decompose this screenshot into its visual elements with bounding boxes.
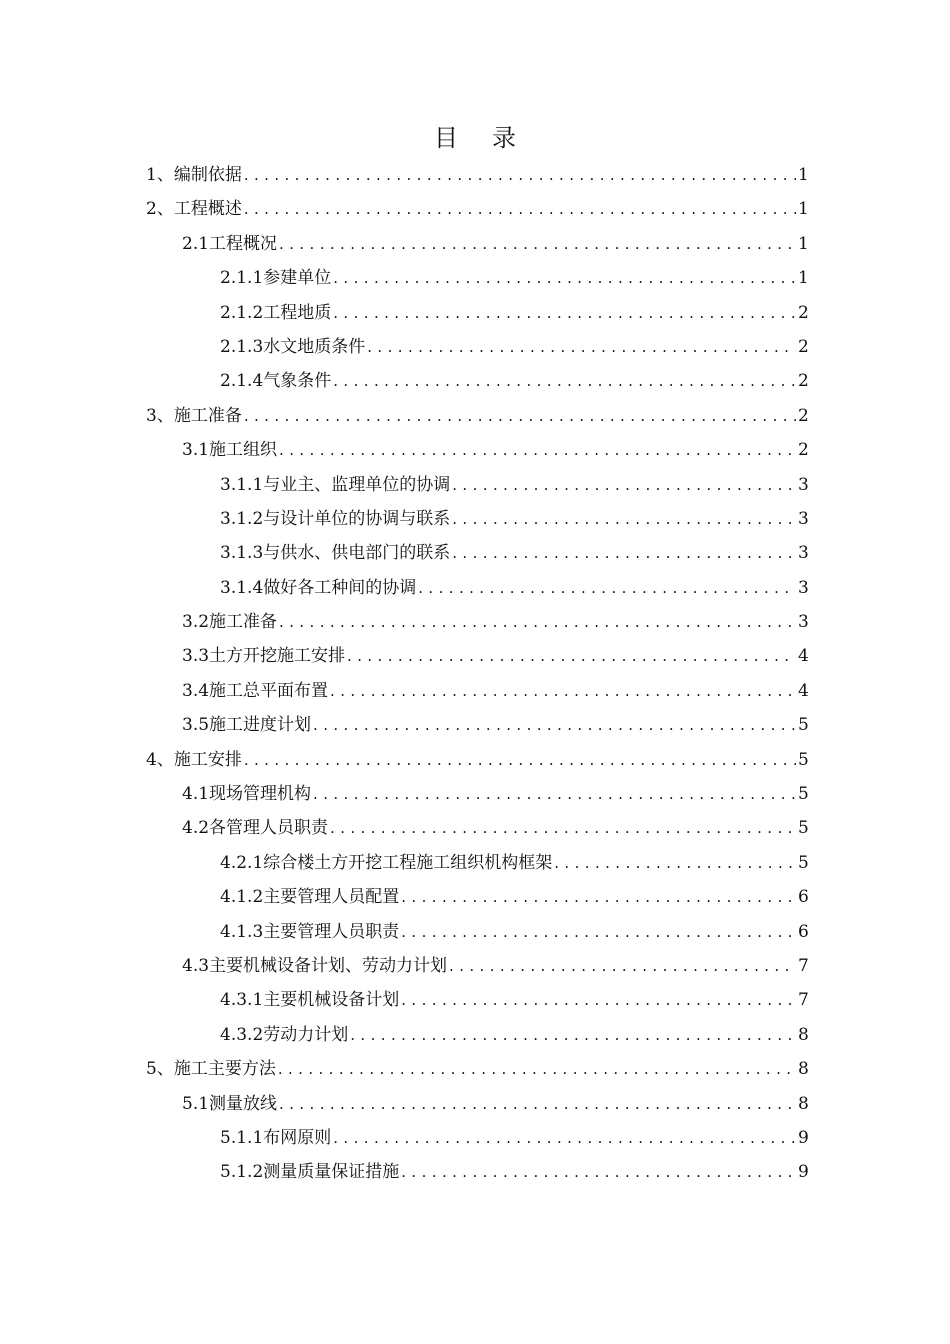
toc-entry-page: 2 — [798, 371, 809, 392]
toc-entry[interactable] — [146, 811, 808, 845]
toc-entry[interactable] — [146, 330, 808, 364]
toc-entry-page: 7 — [798, 990, 809, 1011]
toc-entry-label: 2.1工程概况 — [182, 233, 278, 254]
toc-entry-page: 3 — [798, 543, 809, 564]
toc-entry-label: 5、施工主要方法 — [146, 1059, 276, 1080]
toc-entry-page: 5 — [798, 715, 809, 736]
toc-entry-page: 1 — [798, 199, 809, 220]
toc-entry[interactable] — [146, 880, 808, 914]
toc-entry[interactable] — [146, 158, 808, 192]
toc-entry-page: 1 — [798, 268, 809, 289]
toc-entry-label: 2.1.3水文地质条件 — [220, 336, 366, 357]
toc-entry-page: 5 — [798, 852, 809, 873]
toc-entry-label: 3.1.4做好各工种间的协调 — [220, 577, 417, 598]
toc-entry[interactable] — [146, 605, 808, 639]
toc-entry-label: 2.1.1参建单位 — [220, 268, 332, 289]
toc-entry-page: 9 — [798, 1162, 809, 1183]
dot-leader — [244, 192, 796, 226]
toc-entry[interactable] — [146, 743, 808, 777]
toc-entry-page: 4 — [798, 680, 809, 701]
toc-entry[interactable] — [146, 399, 808, 433]
dot-leader — [367, 330, 796, 364]
toc-title-char-2: 录 — [492, 124, 516, 152]
toc-entry-label: 3、施工准备 — [146, 405, 242, 426]
toc-entry[interactable] — [146, 915, 808, 949]
toc-entry[interactable] — [146, 364, 808, 398]
toc-entry-label: 3.1.3与供水、供电部门的联系 — [220, 543, 451, 564]
toc-entry-page: 3 — [798, 577, 809, 598]
toc-entry-page: 8 — [798, 1024, 809, 1045]
toc-entry[interactable] — [146, 1155, 808, 1189]
dot-leader — [333, 261, 796, 295]
toc-entry-page: 8 — [798, 1093, 809, 1114]
dot-leader — [279, 1087, 796, 1121]
toc-entry[interactable] — [146, 468, 808, 502]
toc-entry[interactable] — [146, 708, 808, 742]
toc-entry-label: 3.1.2与设计单位的协调与联系 — [220, 508, 451, 529]
toc-entry[interactable] — [146, 261, 808, 295]
toc-entry-page: 2 — [798, 405, 809, 426]
dot-leader — [279, 433, 796, 467]
dot-leader — [401, 983, 796, 1017]
toc-entry-label: 4.2.1综合楼土方开挖工程施工组织机构框架 — [220, 852, 553, 873]
toc-entry-label: 4.1.2主要管理人员配置 — [220, 887, 400, 908]
toc-entry-label: 4.3.1主要机械设备计划 — [220, 990, 400, 1011]
dot-leader — [313, 777, 796, 811]
toc-entry[interactable] — [146, 1018, 808, 1052]
toc-entry[interactable] — [146, 639, 808, 673]
toc-entry-label: 3.1施工组织 — [182, 440, 278, 461]
toc-entry-page: 6 — [798, 887, 809, 908]
toc-entry-page: 2 — [798, 302, 809, 323]
toc-entry[interactable] — [146, 674, 808, 708]
toc-entry-label: 3.4施工总平面布置 — [182, 680, 329, 701]
dot-leader — [279, 227, 796, 261]
toc-entry-page: 5 — [798, 749, 809, 770]
table-of-contents — [146, 158, 808, 1190]
toc-entry[interactable] — [146, 846, 808, 880]
toc-title — [0, 118, 950, 158]
toc-entry-page: 5 — [798, 818, 809, 839]
toc-entry-label: 3.3土方开挖施工安排 — [182, 646, 346, 667]
toc-entry-page: 7 — [798, 955, 809, 976]
toc-entry[interactable] — [146, 502, 808, 536]
toc-entry-label: 3.2施工准备 — [182, 612, 278, 633]
dot-leader — [279, 605, 796, 639]
dot-leader — [554, 846, 796, 880]
toc-entry-page: 1 — [798, 165, 809, 185]
toc-entry[interactable] — [146, 1052, 808, 1086]
dot-leader — [330, 811, 796, 845]
dot-leader — [350, 1018, 796, 1052]
dot-leader — [244, 399, 796, 433]
toc-entry-label: 4.3主要机械设备计划、劳动力计划 — [182, 955, 448, 976]
toc-entry-label: 5.1测量放线 — [182, 1093, 278, 1114]
toc-entry[interactable] — [146, 983, 808, 1017]
toc-entry-label: 4.1现场管理机构 — [182, 784, 312, 805]
dot-leader — [418, 571, 796, 605]
toc-entry-page: 9 — [798, 1127, 809, 1148]
toc-entry[interactable] — [146, 777, 808, 811]
toc-entry-page: 3 — [798, 474, 809, 495]
dot-leader — [452, 468, 796, 502]
toc-entry-label: 2、工程概述 — [146, 199, 242, 220]
toc-entry[interactable] — [146, 536, 808, 570]
toc-entry[interactable] — [146, 433, 808, 467]
toc-entry-label: 4.1.3主要管理人员职责 — [220, 921, 400, 942]
dot-leader — [244, 158, 796, 192]
dot-leader — [401, 880, 796, 914]
toc-entry[interactable] — [146, 296, 808, 330]
toc-entry[interactable] — [146, 949, 808, 983]
toc-entry-page: 2 — [798, 336, 809, 357]
toc-entry-page: 3 — [798, 508, 809, 529]
toc-entry-label: 2.1.4气象条件 — [220, 371, 332, 392]
toc-entry-label: 5.1.1布网原则 — [220, 1127, 332, 1148]
toc-title-char-1: 目 — [434, 124, 458, 152]
dot-leader — [333, 296, 796, 330]
toc-entry-page: 6 — [798, 921, 809, 942]
dot-leader — [449, 949, 796, 983]
toc-entry[interactable] — [146, 227, 808, 261]
toc-entry[interactable] — [146, 192, 808, 226]
toc-entry-page: 2 — [798, 440, 809, 461]
toc-entry-page: 1 — [798, 233, 809, 254]
dot-leader — [313, 708, 796, 742]
toc-entry-label: 3.5施工进度计划 — [182, 715, 312, 736]
dot-leader — [452, 536, 796, 570]
toc-entry-label: 4、施工安排 — [146, 749, 242, 770]
toc-entry[interactable] — [146, 571, 808, 605]
toc-entry-label: 5.1.2测量质量保证措施 — [220, 1162, 400, 1183]
toc-entry-page: 3 — [798, 612, 809, 633]
toc-entry-label: 4.2各管理人员职责 — [182, 818, 329, 839]
dot-leader — [401, 915, 796, 949]
dot-leader — [244, 743, 796, 777]
toc-entry-page: 4 — [798, 646, 809, 667]
toc-entry-label: 4.3.2劳动力计划 — [220, 1024, 349, 1045]
toc-entry-label: 1、编制依据 — [146, 165, 242, 185]
toc-entry-label: 3.1.1与业主、监理单位的协调 — [220, 474, 451, 495]
dot-leader — [401, 1155, 796, 1189]
dot-leader — [452, 502, 796, 536]
dot-leader — [333, 364, 796, 398]
dot-leader — [347, 639, 796, 673]
toc-entry[interactable] — [146, 1087, 808, 1121]
toc-entry-page: 5 — [798, 784, 809, 805]
dot-leader — [278, 1052, 796, 1086]
toc-entry-label: 2.1.2工程地质 — [220, 302, 332, 323]
dot-leader — [333, 1121, 796, 1155]
dot-leader — [330, 674, 796, 708]
toc-entry[interactable] — [146, 1121, 808, 1155]
toc-entry-page: 8 — [798, 1059, 809, 1080]
